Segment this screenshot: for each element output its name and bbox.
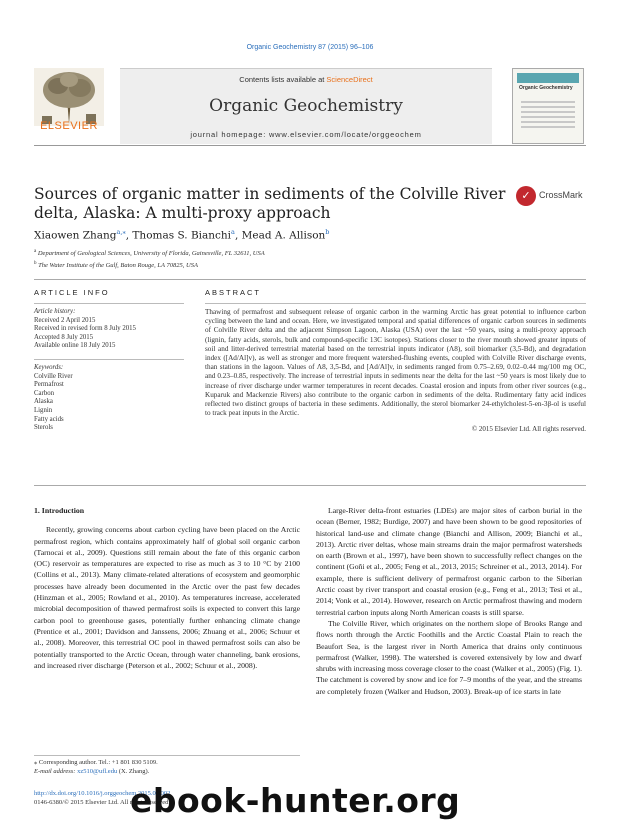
history-label: Article history: <box>34 308 76 315</box>
journal-header <box>34 60 586 140</box>
author-affiliation-marker[interactable]: a,⁎ <box>116 228 126 236</box>
journal-title: Organic Geochemistry <box>209 96 403 116</box>
history-item: Available online 18 July 2015 <box>34 342 116 350</box>
watermark: ebook-hunter.org <box>130 781 461 820</box>
contents-prefix: Contents lists available at <box>239 75 327 84</box>
keyword-item: Lignin <box>34 406 53 414</box>
article-info-panel <box>34 288 184 433</box>
keyword-item: Alaska <box>34 398 53 406</box>
affiliation-text: The Water Institute of the Gulf, Baton Rouge, LA 70825, USA <box>38 261 198 269</box>
email-label: E-mail address: <box>34 767 78 775</box>
affiliation-item <box>34 247 265 259</box>
author-affiliation-marker[interactable]: a <box>231 228 235 236</box>
history-item: Accepted 8 July 2015 <box>34 333 94 341</box>
abstract-panel <box>205 288 586 433</box>
author-affiliation-marker[interactable]: b <box>325 228 330 236</box>
body-column-left <box>34 505 300 671</box>
email-link[interactable]: xz510@ufl.edu <box>77 767 118 775</box>
issn-line: 0146-6380/© 2015 Elsevier Ltd. All rights reserved. <box>34 798 170 806</box>
keyword-item: Sterols <box>34 424 53 432</box>
body-divider <box>34 485 586 486</box>
journal-cover-thumbnail <box>512 68 584 144</box>
crossmark-badge[interactable] <box>516 186 588 206</box>
abstract-text: Thawing of permafrost and subsequent release of organic carbon in the warming Arctic has great potential to influence carbon cycling between the land and ocean. Here, we investigated temporal and spatial differences of organic carbon sources in sediments of Colville River delta and the adjacent Simpson Lagoon, Alaska (USA) over the last ~50 years, using a multi-proxy approach (lignin, fatty acids, sterols, bulk and compound-specific 13C isotopes). Stations closer to the river mouth showed greater inputs of soil and litter-derived terrestrial material based on the terrestrial inputs indicator (Λ8), soil biomarker (3,5-Bd), and degradation index ([Ad/Al]v), as well as stronger and more frequent watershed-flushing events, coupled with Colville River discharge events, than stations in the lagoon. Values of Λ8, 3,5-Bd, and [Ad/Al]v, in sediments ranged from 0.75–2.69, 0.02–0.44 mg/100 mg OC, and 0.23–0.85, respectively. The increase of terrestrial inputs in sediments near the delta for the last ~50 years is most likely due to increase of river discharge under warmer temperatures in recent decades. Coastal erosion and inputs from other river sources (e.g., Kuparuk and Mackenzie Rivers) also contribute to the organic carbon in sediments of the delta. Rudimentary fatty acid indices reflected two distinct groups of bacteria in these sediments. Additionally, the sterol biomarker 24-ethylcholest-5-en-3β-ol is useful to track peat inputs in the Arctic. <box>205 308 586 418</box>
affiliation-item <box>34 259 265 271</box>
corresponding-author-footnote <box>34 755 300 777</box>
affiliation-text: Department of Geological Sciences, University of Florida, Gainesville, FL 32611, USA <box>37 250 265 258</box>
crossmark-label: CrossMark <box>539 190 583 200</box>
affiliation-marker: a <box>34 249 37 254</box>
keyword-item: Fatty acids <box>34 415 64 423</box>
section-divider <box>34 279 586 280</box>
contents-line <box>120 75 492 84</box>
body-column-right <box>316 505 582 697</box>
email-suffix: (X. Zhang). <box>117 767 150 775</box>
keyword-item: Permafrost <box>34 381 64 389</box>
journal-homepage-link[interactable]: journal homepage: www.elsevier.com/locate/orggeochem <box>190 130 422 139</box>
section-heading: 1. Introduction <box>34 506 85 515</box>
journal-banner <box>120 68 492 144</box>
body-paragraph: Large-River delta-front estuaries (LDEs) are major sites of carbon burial in the ocean (Berner, 1982; Burdige, 2007) and have been shown to be good repositories of historical land-use and climate change (Bianchi and Allison, 2009; Bianchi et al., 2013). Arctic river deltas, whose main streams drain the major permafrost watersheds on earth (Brown et al., 1997), have been shown to successfully reflect changes on the continent (Goñi et al., 2005; Feng et al., 2013, 2015; Schreiner et al., 2013, 2014). For example, there is sufficient delivery of permafrost organic carbon to the Siberian Arctic coast by river transport and coastal erosion (e.g., Feng et al., 2013; Tesi et al., 2014; Vonk et al., 2014). However, research on Arctic permafrost thawing and modern terrestrial carbon inputs along North American coasts is still sparse. <box>316 506 582 617</box>
body-paragraph: The Colville River, which originates on the northern slope of Brooks Range and flows north through the Arctic Foothills and the Arctic Coastal Plain to reach the Beaufort Sea, is the largest river in North America that drains only continuous permafrost (Walker, 1998). The watershed is covered extensively by low and dwarf shrubs with increasing moss coverage closer to the coast (Walker et al., 2005) (Fig. 1). The catchment is covered by snow and ice for 7–9 months of the year, and the streams are completely frozen (Walker and Hudson, 2003). Break-up of ice starts in late <box>316 618 582 696</box>
author-list <box>34 228 329 242</box>
copyright-notice: © 2015 Elsevier Ltd. All rights reserved. <box>471 425 586 434</box>
sciencedirect-link[interactable]: ScienceDirect <box>326 75 373 84</box>
author-name: Mead A. Allison <box>241 229 326 242</box>
paper-title: Sources of organic matter in sediments of the Colville River delta, Alaska: A multi-proxy approach <box>34 185 506 222</box>
keywords-label: Keywords: <box>34 363 64 371</box>
author-separator: , <box>234 229 242 242</box>
affiliations <box>34 247 265 270</box>
history-item: Received in revised form 8 July 2015 <box>34 325 136 333</box>
author-name: Xiaowen Zhang <box>34 229 117 242</box>
abstract-heading: ABSTRACT <box>205 288 586 304</box>
email-line <box>34 768 300 777</box>
corresponding-author: ⁎ Corresponding author. Tel.: +1 801 830 5109. <box>34 759 158 766</box>
author-name: Thomas S. Bianchi <box>132 229 232 242</box>
history-item: Received 2 April 2015 <box>34 316 96 324</box>
keyword-item: Carbon <box>34 389 55 397</box>
cover-title: Organic Geochemistry <box>519 85 573 91</box>
body-paragraph: Recently, growing concerns about carbon cycling have been placed on the Arctic permafrost region, which contains approximately half of global soil organic carbon (Tarnocai et al., 2009). Questions still remain about the fate of this organic carbon (OC) reservoir as temperatures are expected to rise as much as 3 to 10 °C by 2100 (Collins et al., 2013). Many climate-related alterations of ecosystem and geomorphic processes have already been documented in the Arctic over the past few decades (Hinzman et al., 2005; Rowland et al., 2010). As temperatures increase, accelerated microbial decomposition of thawed permafrost soils is expected to convert this large carbon pool to greenhouse gases, potentially further enhancing climate change (Prentice et al., 2001; Davidson and Janssens, 2006; Zhuang et al., 2006; Schuur et al., 2008). Moreover, this terrestrial OC pool in thawed permafrost soils can also be potentially transported to the Arctic Ocean, through water channeling, bank erosions, and increased river discharge (Peterson et al., 2002; Schuur et al., 2008). <box>34 525 300 670</box>
article-info-heading: ARTICLE INFO <box>34 288 184 304</box>
crossmark-icon: ✓ <box>516 186 536 206</box>
keywords <box>34 359 184 433</box>
affiliation-marker: b <box>34 260 37 266</box>
elsevier-wordmark: ELSEVIER <box>40 120 98 132</box>
article-history <box>34 308 184 351</box>
journal-reference[interactable]: Organic Geochemistry 87 (2015) 96–106 <box>246 44 374 51</box>
header-divider <box>34 145 586 146</box>
doi-link[interactable]: http://dx.doi.org/10.1016/j.orggeochem.2015.07.002 <box>34 790 171 797</box>
author-separator: , <box>125 229 133 242</box>
keyword-item: Colville River <box>34 372 73 380</box>
